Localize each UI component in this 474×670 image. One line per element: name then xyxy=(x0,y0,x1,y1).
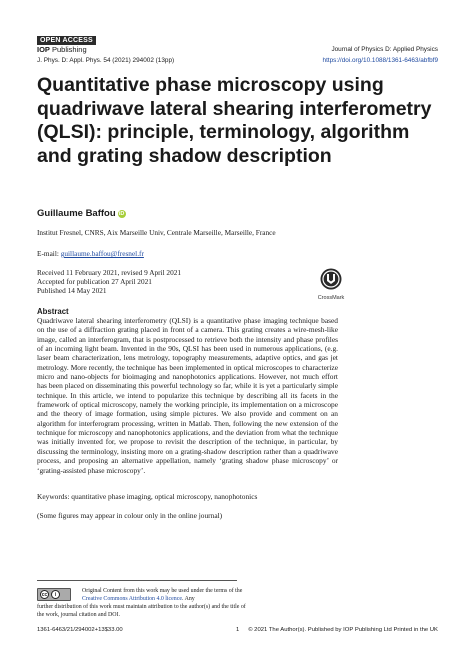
journal-name: Journal of Physics D: Applied Physics xyxy=(331,46,438,53)
keywords: Keywords: quantitative phase imaging, optical microscopy, nanophotonics xyxy=(37,492,258,501)
article-dates xyxy=(37,268,181,295)
abstract-heading: Abstract xyxy=(37,307,69,316)
orcid-icon[interactable]: iD xyxy=(118,211,125,217)
license-text-after: . Any xyxy=(181,596,195,602)
footer-issn: 1361-6463/21/294002+13$33.00 xyxy=(37,627,123,633)
email-label: E-mail: xyxy=(37,249,61,258)
page-number: 1 xyxy=(236,627,240,633)
attribution-icon: i xyxy=(51,590,60,599)
author-name-text: Guillaume Baffou xyxy=(37,208,116,219)
received-date: Received 11 February 2021, revised 9 April 2021 xyxy=(37,268,182,277)
open-access-badge: OPEN ACCESS xyxy=(37,36,96,45)
crossmark-icon xyxy=(320,268,342,290)
footer-copyright: © 2021 The Author(s). Published by IOP Publishing Ltd Printed in the UK xyxy=(248,627,438,633)
cc-icon: cc xyxy=(41,592,48,598)
publisher-name-rest: Publishing xyxy=(49,45,87,54)
email-line xyxy=(37,249,144,258)
doi-link[interactable]: https://doi.org/10.1088/1361-6463/abfbf9 xyxy=(322,57,438,64)
accepted-date: Accepted for publication 27 April 2021 xyxy=(37,277,152,286)
cc-by-license-icon[interactable] xyxy=(37,588,71,601)
published-date: Published 14 May 2021 xyxy=(37,286,107,295)
email-link[interactable]: guillaume.baffou@fresnel.fr xyxy=(60,249,144,258)
license-text-continued: further distribution of this work must maintain attribution to the author(s) and the title of the work, journal citation and DOI. xyxy=(37,604,246,618)
crossmark-label: CrossMark xyxy=(317,295,345,301)
publisher-name xyxy=(37,45,87,54)
journal-citation: J. Phys. D: Appl. Phys. 54 (2021) 294002 (13pp) xyxy=(37,57,175,64)
author-name xyxy=(37,208,126,220)
license-divider xyxy=(37,580,237,581)
license-text-before: Original Content from this work may be used under the terms of the xyxy=(82,588,243,594)
license-text xyxy=(82,587,247,603)
article-title: Quantitative phase microscopy using quadriwave lateral shearing interferometry (QLSI): principle, terminology, algorithm and grating shadow description xyxy=(37,74,432,167)
abstract-text: Quadriwave lateral shearing interferometry (QLSI) is a quantitative phase imaging technique based on the use of a diffraction grating placed in front of a camera. This grating creates a wire-mesh-like image, called an interferogram, that is postprocessed to retrieve both the intensity and phase profiles of an incoming light beam. Invented in the 90s, QLSI has been used in numerous applications, (e.g. laser beam characterization, lens metrology, topography measurements, adaptive optics, and gas jet metrology. More recently, the technique has been implemented in optical microscopes to characterize micro and nano-objects for bioimaging and nanophotonics applications. However, not much effort has been placed on disseminating this powerful technology so far, while it is yet a particularly simple technique. In this article, we intend to popularize this technique by describing all its facets in the framework of optical microscopy, namely the working principle, its implementation on a microscope and the theory of image formation, using simple pictures. We also provide and comment on an algorithm for interferogram processing, written in Matlab. Then, following the new extension of the technique for microscopy and nanophotonics applications, and the deviation from what the technique was initially invented for, we propose to revisit the description of the technique, in particular, by discussing the terminology, insisting more on a grating-shadow description rather than a quadriwave process, and proposing an alternative appellation, namely ‘grating shadow phase microscopy’ or ‘grating-assisted phase microscopy’. xyxy=(37,316,338,475)
publisher-name-bold: IOP xyxy=(37,45,50,54)
affiliation: Institut Fresnel, CNRS, Aix Marseille Univ, Centrale Marseille, Marseille, France xyxy=(37,228,276,237)
crossmark-button[interactable] xyxy=(317,268,345,302)
cc-license-link[interactable]: Creative Commons Attribution 4.0 licence xyxy=(82,596,182,602)
colour-note: (Some figures may appear in colour only in the online journal) xyxy=(37,511,223,520)
